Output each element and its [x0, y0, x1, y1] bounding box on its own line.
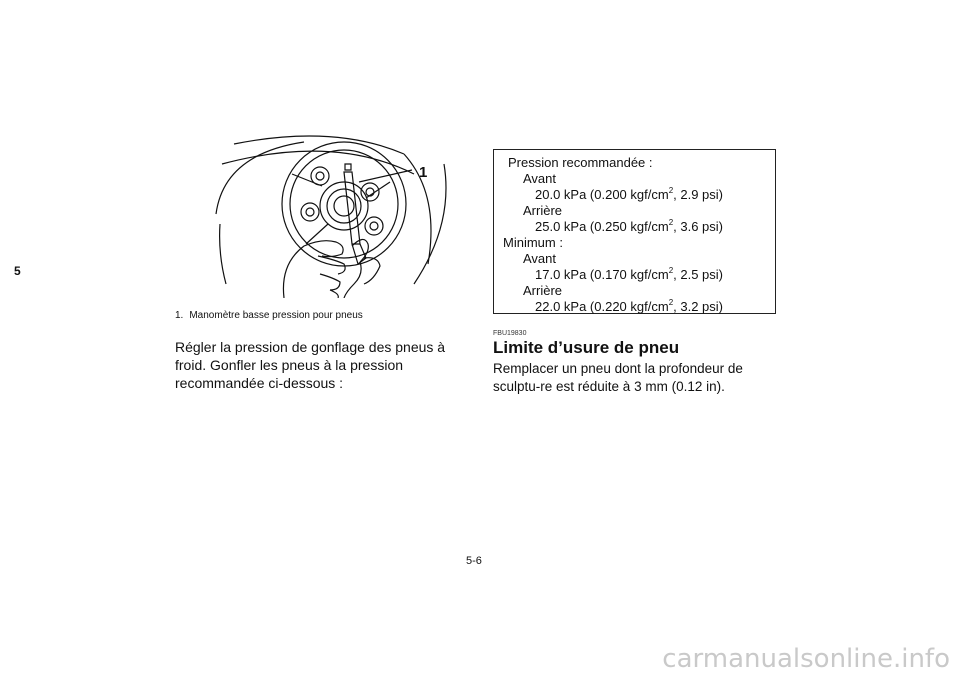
caption-number: 1. [175, 310, 184, 321]
value-part: 17.0 kPa (0.170 kgf/cm [535, 267, 669, 282]
figure-callout-number: 1 [419, 164, 428, 181]
recommended-front-value [502, 187, 767, 203]
inflation-paragraph: Régler la pression de gonflage des pneus à froid. Gonfler les pneus à la pression recommandée ci-dessous : [175, 339, 446, 391]
page-number: 5-6 [466, 555, 482, 567]
minimum-front-value [502, 267, 767, 283]
tire-gauge-illustration [214, 134, 454, 298]
section-heading: Limite d’usure de pneu [493, 338, 680, 357]
minimum-front-label: Avant [523, 251, 557, 266]
superscript: 2 [668, 266, 674, 275]
superscript: 2 [668, 218, 674, 227]
caption-text: Manomètre basse pression pour pneus [189, 310, 363, 321]
value-part: , 3.6 psi) [673, 219, 723, 234]
minimum-rear-label: Arrière [523, 283, 563, 298]
recommended-rear-label: Arrière [523, 203, 563, 218]
tire-illustration-svg [214, 134, 454, 298]
recommended-pressure-title: Pression recommandée : [508, 155, 653, 170]
value-part: , 3.2 psi) [673, 299, 723, 314]
superscript: 2 [668, 298, 674, 307]
recommended-rear-value [502, 219, 767, 235]
value-part: 22.0 kPa (0.220 kgf/cm [535, 299, 669, 314]
watermark: carmanualsonline.info [662, 644, 950, 674]
superscript: 2 [668, 186, 674, 195]
section-reference-code: FBU19830 [493, 330, 527, 337]
value-part: , 2.5 psi) [673, 267, 723, 282]
chapter-tab: 5 [14, 264, 21, 278]
section-paragraph: Remplacer un pneu dont la profondeur de sculptu-re est réduite à 3 mm (0.12 in). [493, 361, 743, 394]
figure-caption [175, 310, 363, 321]
minimum-rear-value [502, 299, 767, 315]
pressure-specification-box [493, 149, 776, 314]
recommended-front-label: Avant [523, 171, 557, 186]
minimum-pressure-title: Minimum : [503, 235, 563, 250]
value-part: , 2.9 psi) [673, 187, 723, 202]
value-part: 20.0 kPa (0.200 kgf/cm [535, 187, 669, 202]
value-part: 25.0 kPa (0.250 kgf/cm [535, 219, 669, 234]
